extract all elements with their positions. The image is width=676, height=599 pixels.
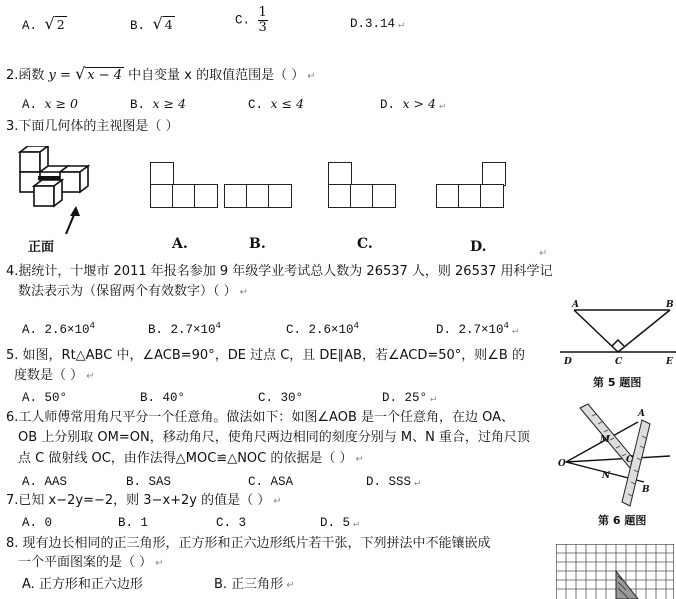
q6-point-b: B	[642, 485, 650, 495]
q5-option-b: B. 40°	[140, 391, 186, 405]
q4-stem-line2: 数法表示为（保留两个有效数字）（ ） ↵	[18, 284, 249, 299]
q1-option-d: D.3.14 ↵	[350, 17, 405, 31]
q8-option-b: B. 正三角形 ↵	[214, 577, 295, 592]
q3-solid-figure	[14, 146, 106, 238]
q6-point-o: O	[558, 459, 566, 469]
q6-point-c: C	[626, 455, 634, 465]
q2-option-c: C. x ≤ 4	[248, 96, 304, 112]
q5-point-d: D	[564, 357, 572, 367]
q5-figure	[560, 300, 676, 372]
q3-label-b: B.	[249, 236, 266, 252]
q5-point-b: B	[666, 300, 674, 310]
q7-option-c: C. 3	[216, 516, 247, 530]
q6-option-d: D. SSS ↵	[366, 475, 421, 489]
q7-option-d: D. 5 ↵	[320, 516, 360, 530]
q3-return-mark: ↵	[539, 248, 548, 259]
q4-option-a: A. $2.6\times 10^4$	[22, 321, 95, 338]
q8-option-a: A. 正方形和正六边形	[22, 577, 143, 592]
q5-point-c: C	[615, 357, 623, 367]
q6-point-a: A	[638, 409, 645, 419]
q5-stem-line2: 度数是（ ） ↵	[14, 368, 95, 383]
q2-option-a: A. x ≥ 0	[22, 96, 78, 112]
q1-option-b: B. √ 4	[130, 14, 173, 33]
q6-stem-line1: 6.工人师傅常用角尺平分一个任意角。做法如下：如图∠AOB 是一个任意角，在边 OA、	[6, 410, 515, 425]
q8-grid-figure	[556, 544, 674, 599]
q5-option-a: A. 50°	[22, 391, 68, 405]
q6-option-b: B. SAS	[126, 475, 172, 489]
q5-point-e: E	[666, 357, 673, 367]
q3-label-c: C.	[357, 236, 373, 252]
q6-stem-line3: 点 C 做射线 OC，由作法得△MOC≌△NOC 的依据是（ ） ↵	[18, 451, 364, 466]
q6-option-a: A. AAS	[22, 475, 68, 489]
q7-option-a: A. 0	[22, 516, 53, 530]
q6-option-c: C. ASA	[248, 475, 294, 489]
q7-option-b: B. 1	[118, 516, 149, 530]
q6-figure-caption: 第 6 题图	[598, 514, 647, 527]
q2-option-d: D. x > 4 ↵	[380, 96, 445, 112]
q6-stem-line2: OB 上分别取 OM=ON，移动角尺，使角尺两边相同的刻度分别与 M、N 重合，过角尺顶	[18, 430, 530, 445]
q1-option-a: A. √ 2	[22, 14, 65, 33]
q2-stem: 2.函数 y = √ x − 4 中自变量 x 的取值范围是（ ） ↵	[6, 64, 316, 83]
q3-label-d: D.	[470, 239, 487, 255]
q5-option-c: C. 30°	[258, 391, 304, 405]
q7-stem: 7.已知 x−2y=−2，则 3−x+2y 的值是（ ） ↵	[6, 493, 282, 508]
q4-stem-line1: 4.据统计，十堰市 2011 年报名参加 9 年级学业考试总人数为 26537 人，则 26537 用科学记	[6, 264, 553, 279]
q5-point-a: A	[572, 300, 579, 310]
q8-stem-line1: 8. 现有边长相同的正三角形，正方形和正六边形纸片若干张，下列拼法中不能镶嵌成	[6, 536, 491, 551]
q4-option-b: B. $2.7\times 10^4$	[148, 321, 221, 338]
q2-option-b: B. x ≥ 4	[130, 96, 186, 112]
q5-option-d: D. 25° ↵	[382, 391, 437, 405]
q1-option-c: C. $\frac{1}{3}$	[235, 5, 267, 35]
q8-stem-line2: 一个平面图案的是（ ） ↵	[18, 555, 164, 570]
q3-label-a: A.	[172, 236, 188, 252]
q4-option-c: C. $2.6\times 10^4$	[286, 321, 359, 338]
q5-stem-line1: 5. 如图，Rt△ABC 中，∠ACB=90°，DE 过点 C，且 DE∥AB，若∠ACD=50°，则∠B 的	[6, 348, 525, 363]
q5-figure-caption: 第 5 题图	[593, 376, 642, 389]
q3-stem: 3.下面几何体的主视图是（ ）	[6, 119, 179, 134]
q4-option-d: D. $2.7\times 10^4↵$	[436, 321, 518, 338]
q6-point-m: M	[600, 435, 610, 445]
q3-front-label: 正面	[28, 240, 55, 255]
q6-figure	[558, 402, 676, 510]
q6-point-n: N	[602, 471, 611, 481]
